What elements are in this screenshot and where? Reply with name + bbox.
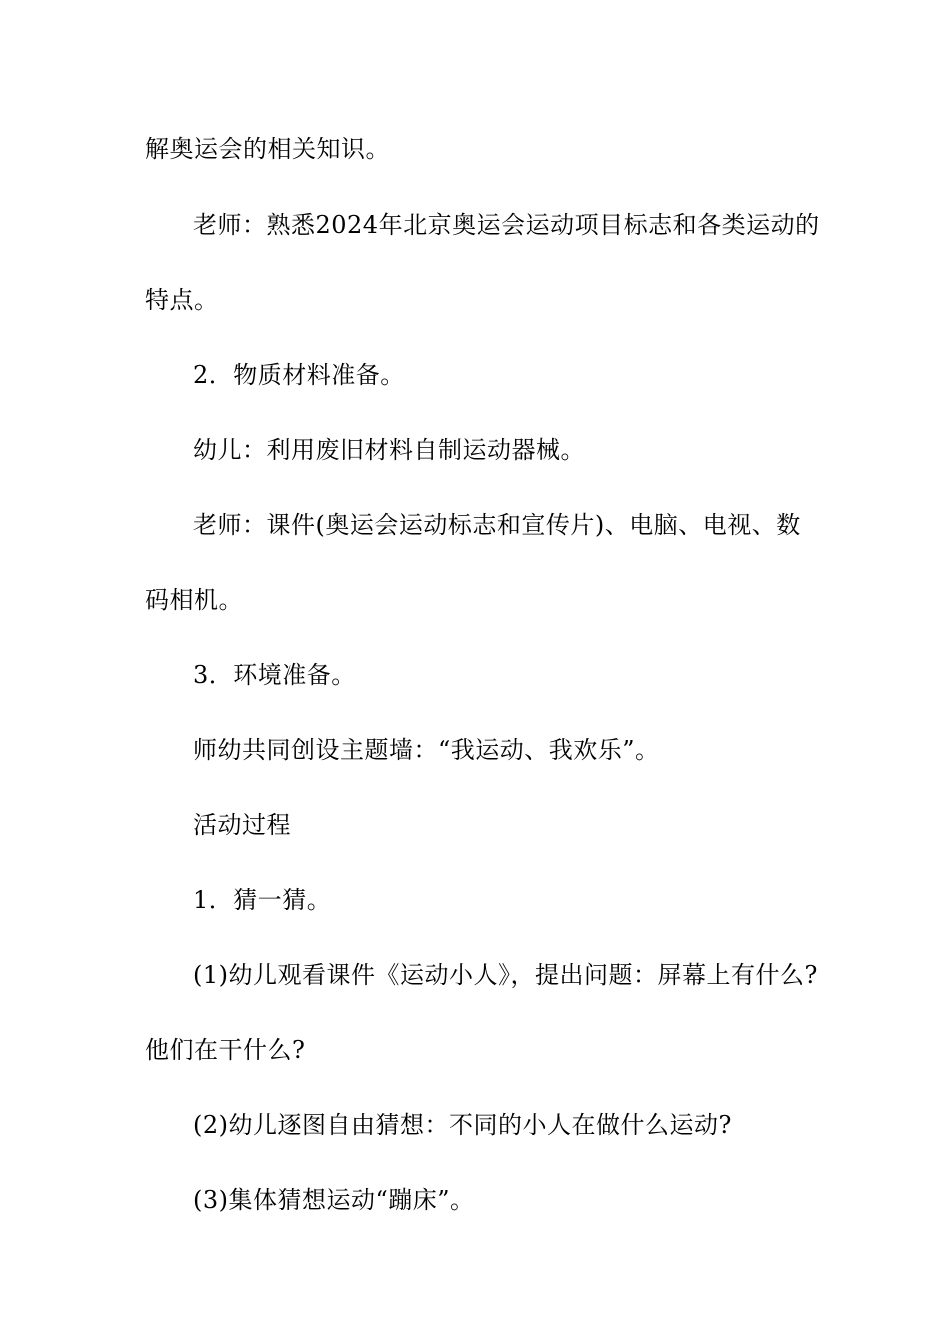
text-line: 解奥运会的相关知识。	[145, 135, 390, 163]
text-line: 2．物质材料准备。	[193, 361, 405, 389]
text-line: (2)幼儿逐图自由猜想：不同的小人在做什么运动?	[193, 1111, 732, 1139]
text-line: 3．环境准备。	[193, 661, 356, 689]
text-line: 师幼共同创设主题墙：“我运动、我欢乐”。	[193, 736, 660, 764]
section-heading: 活动过程	[193, 811, 291, 839]
text-line: 幼儿：利用废旧材料自制运动器械。	[193, 436, 585, 464]
text-line: 老师：熟悉2024年北京奥运会运动项目标志和各类运动的	[193, 211, 820, 239]
text-line: (1)幼儿观看课件《运动小人》，提出问题：屏幕上有什么?	[193, 961, 818, 989]
text-line: 1．猜一猜。	[193, 886, 332, 914]
text-line: 老师：课件(奥运会运动标志和宣传片)、电脑、电视、数	[193, 511, 801, 539]
text-line: 码相机。	[145, 586, 243, 614]
text-line: 特点。	[145, 286, 219, 314]
text-line: 他们在干什么?	[145, 1036, 306, 1064]
text-line: (3)集体猜想运动“蹦床”。	[193, 1186, 475, 1214]
